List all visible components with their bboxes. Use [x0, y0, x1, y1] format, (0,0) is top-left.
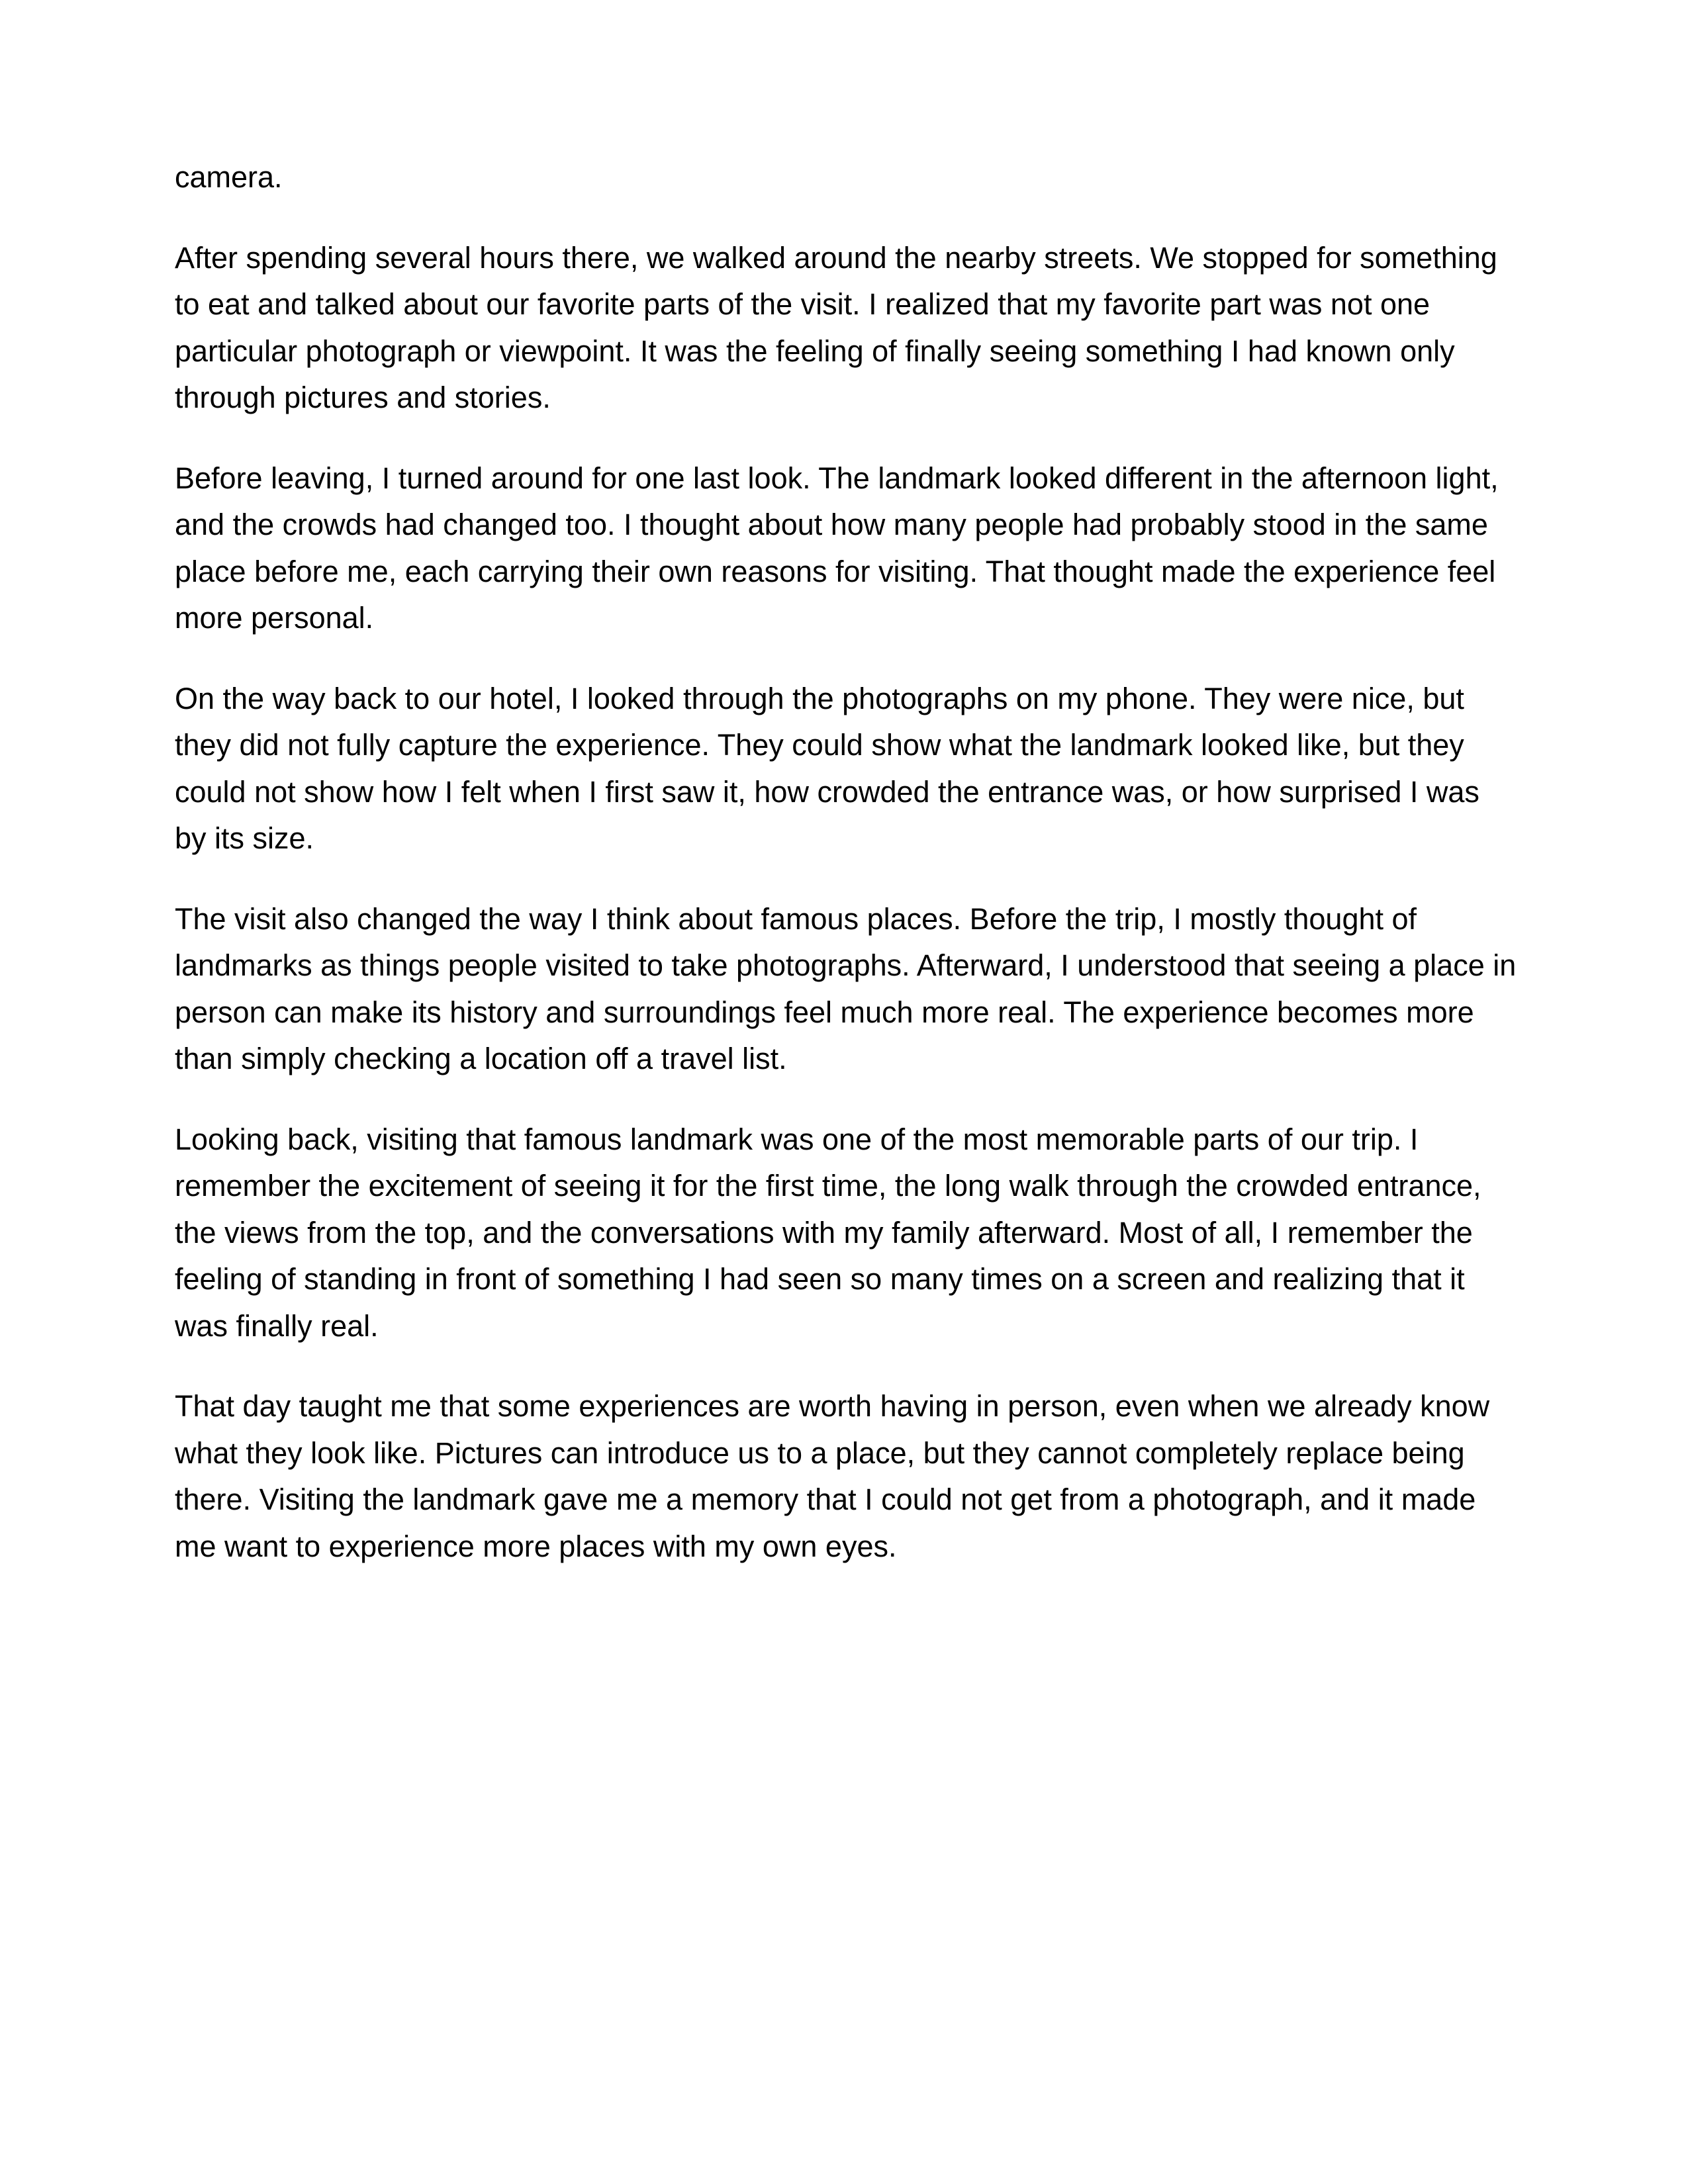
paragraph: That day taught me that some experiences are worth having in person, even when we already know what they look like. Pictures can introduce us to a place, but they cannot completely replace being there. Visiting the landmark gave me a memory that I could not get from a photograph, and it made me want to experience more places with my own eyes. — [175, 1389, 1490, 1563]
paragraph: The visit also changed the way I think about famous places. Before the trip, I mostly thought of landmarks as things people visited to take photographs. Afterward, I understood that seeing a place in person can make its history and surroundings feel much more real. The experience becomes more than simply checking a location off a travel list. — [175, 901, 1517, 1075]
paragraph: Before leaving, I turned around for one last look. The landmark looked different in the afternoon light, and the crowds had changed too. I thought about how many people had probably stood in the same place before me, each carrying their own reasons for visiting. That thought made the experience feel more personal. — [175, 461, 1499, 635]
paragraph-continuation: camera. — [175, 160, 283, 194]
document-body — [175, 154, 1519, 1604]
paragraph: On the way back to our hotel, I looked through the photographs on my phone. They were nice, but they did not fully capture the experience. They could show what the landmark looked like, but they could not show how I felt when I first saw it, how crowded the entrance was, or how surprised I was by its size. — [175, 681, 1479, 855]
paragraph: Looking back, visiting that famous landmark was one of the most memorable parts of our trip. I remember the excitement of seeing it for the first time, the long walk through the crowded entrance, the views from the top, and the conversations with my family afterward. Most of all, I remember the feeling of standing in front of something I had seen so many times on a screen and realizing that it was finally real. — [175, 1122, 1481, 1343]
paragraph: After spending several hours there, we walked around the nearby streets. We stopped for something to eat and talked about our favorite parts of the visit. I realized that my favorite part was not one particular photograph or viewpoint. It was the feeling of finally seeing something I had known only through pictures and stories. — [175, 240, 1497, 414]
